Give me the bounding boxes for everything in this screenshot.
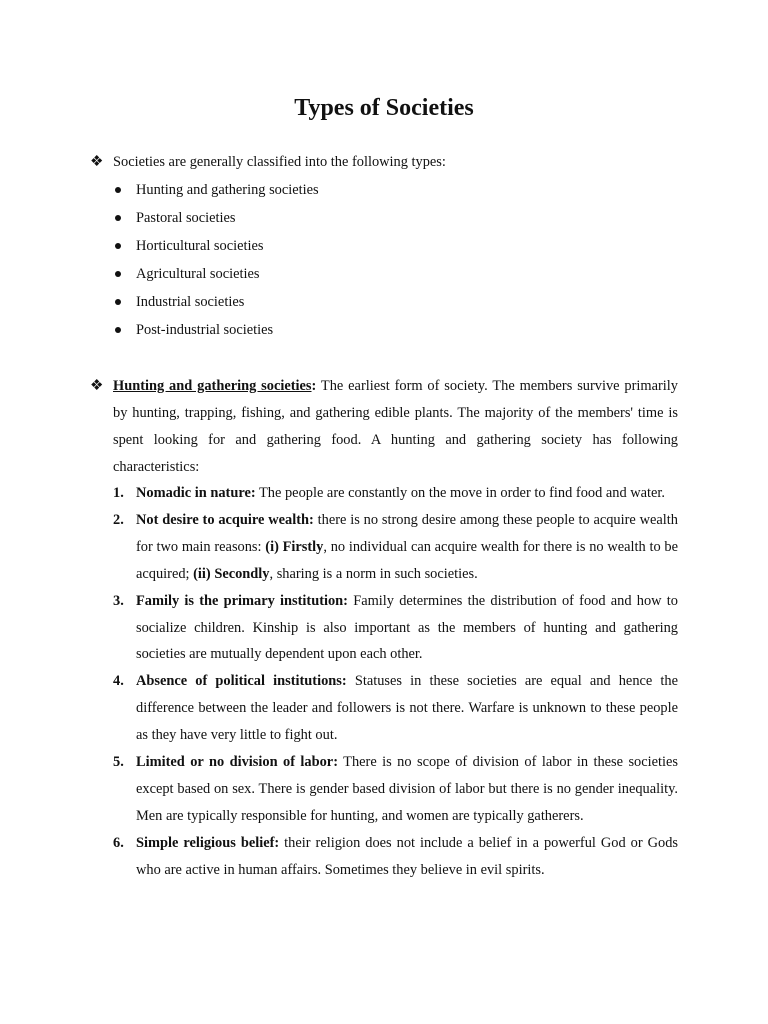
diamond-bullet-icon: ❖ — [90, 154, 104, 170]
item-text: Statuses in these societies are equal and hence the difference between the leader and followers is not there. Warfare is unknown to these people as they have very little to fight out. — [136, 673, 678, 744]
item-text: , sharing is a norm in such societies. — [269, 565, 478, 582]
item-number: 4. — [113, 673, 124, 690]
list-item: Horticultural societies — [113, 236, 319, 264]
item-text: their religion does not include a belief in a powerful God or Gods who are active in human affairs. Sometimes they believe in evil spirits. — [136, 834, 678, 878]
item-text: Family determines the distribution of food and how to socialize children. Kinship is also important as the members of hunting and gathering societies are mutually dependent upon each other. — [136, 592, 678, 663]
item-term: Absence of political institutions: — [136, 673, 347, 690]
item-number: 6. — [113, 834, 124, 851]
section-heading: Hunting and gathering societies — [113, 378, 312, 394]
list-item: Hunting and gathering societies — [113, 180, 319, 208]
item-term: Not desire to acquire wealth: — [136, 511, 314, 528]
item-emphasis: (ii) Secondly — [193, 565, 270, 582]
bullet-dot-icon — [115, 327, 121, 333]
list-item — [113, 588, 678, 669]
page-title: Types of Societies — [294, 95, 474, 121]
bullet-dot-icon — [115, 271, 121, 277]
list-item: Pastoral societies — [113, 208, 319, 236]
item-term: Simple religious belief: — [136, 834, 280, 851]
item-text: there is no strong desire among these people to acquire wealth for two main reasons: — [136, 511, 678, 555]
list-item — [113, 507, 678, 588]
item-term: Nomadic in nature: — [136, 485, 256, 501]
item-text: , no individual can acquire wealth for there is no wealth to be acquired; — [136, 538, 678, 582]
list-item — [113, 668, 678, 749]
list-item: Post-industrial societies — [113, 320, 319, 348]
bullet-dot-icon — [115, 243, 121, 249]
list-item: Agricultural societies — [113, 264, 319, 292]
diamond-bullet-icon: ❖ — [90, 378, 104, 394]
section-heading-colon: : — [311, 378, 317, 394]
item-text: The people are constantly on the move in order to find food and water. — [255, 485, 666, 501]
item-number: 3. — [113, 592, 124, 609]
item-number: 1. — [113, 485, 124, 501]
bullet-dot-icon — [115, 299, 121, 305]
item-emphasis: (i) Firstly — [265, 538, 324, 555]
list-item — [113, 480, 678, 507]
list-item — [113, 749, 678, 830]
hunting-gathering-section — [113, 373, 678, 481]
item-number: 5. — [113, 754, 124, 771]
item-text: There is no scope of division of labor in these societies except based on sex. There is gender based division of labor but there is no gender inequality. Men are typically responsible for hunting, and women are typically gatherers. — [136, 754, 679, 824]
characteristics-list — [113, 480, 678, 884]
list-item — [113, 830, 678, 884]
item-term: Limited or no division of labor: — [136, 754, 338, 771]
bullet-dot-icon — [115, 187, 121, 193]
item-term: Family is the primary institution: — [136, 592, 348, 609]
list-item: Industrial societies — [113, 292, 319, 320]
bullet-dot-icon — [115, 215, 121, 221]
section-body: The earliest form of society. The members survive primarily by hunting, trapping, fishing, and gathering edible plants. The majority of the members' time is spent looking for and gathering food. A hunting and gathering society has following characteristics: — [113, 378, 678, 475]
society-types-list — [113, 180, 319, 348]
item-number: 2. — [113, 511, 124, 528]
intro-text: Societies are generally classified into the following types: — [113, 154, 446, 170]
